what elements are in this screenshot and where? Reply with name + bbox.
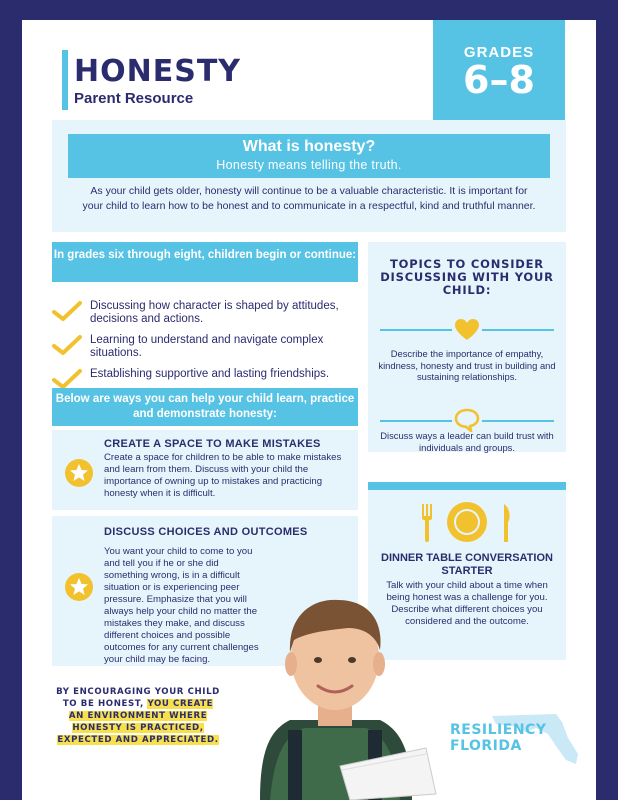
logo-line-2: FLORIDA [450, 738, 522, 754]
title-accent-bar [62, 50, 68, 110]
dinner-body: Talk with your child about a time when being honest was a challenge for you. Describe what different choices you considered and the outcome. [386, 580, 548, 627]
star-icon [64, 572, 94, 602]
topic-item: Describe the importance of empathy, kindness, honesty and trust in building and sustaining relationships. [378, 348, 556, 382]
divider [380, 420, 452, 422]
list-item-text: Establishing supportive and lasting friendships. [90, 368, 330, 380]
grades-label: GRADES [463, 44, 535, 61]
checkmark-icon [52, 368, 82, 390]
tip-card-body: Create a space for children to be able to make mistakes and learn from them. Discuss with your child the importance of owning up to mistakes and practicing honesty when it is difficult. [104, 452, 342, 499]
divider [482, 420, 554, 422]
plate-icon [447, 502, 487, 542]
dinner-icons [410, 500, 524, 544]
closing-quote [56, 686, 220, 746]
what-is-honesty-title: What is honesty? [242, 138, 376, 155]
checkmark-icon [52, 300, 82, 322]
what-is-honesty-band [68, 134, 550, 178]
list-item-text: Discussing how character is shaped by attitudes, decisions and actions. [90, 300, 339, 325]
quote-part-2: YOU CREATE AN ENVIRONMENT WHERE HONESTY IS PRACTICED, EXPECTED AND APPRECIATED. [57, 699, 219, 745]
star-icon [64, 458, 94, 488]
dinner-accent-band [368, 482, 566, 490]
logo-line-1: RESILIENCY [450, 722, 547, 738]
dinner-title: DINNER TABLE CONVERSATION STARTER [381, 552, 553, 577]
tip-card-title: CREATE A SPACE TO MAKE MISTAKES [104, 438, 321, 450]
topics-section [368, 242, 566, 452]
grades-badge [433, 20, 565, 130]
topics-title: TOPICS TO CONSIDER DISCUSSING WITH YOUR CHILD: [380, 257, 554, 297]
checkmark-icon [52, 334, 82, 356]
boy-photo [230, 580, 440, 800]
what-is-honesty-body: As your child gets older, honesty will continue to be a valuable characteristic. It is important for your child to learn how to be honest and to communicate in a respectful, kind and truthful manner. [82, 185, 536, 212]
page-subtitle: Parent Resource [74, 90, 194, 107]
grades-section-heading: In grades six through eight, children begin or continue: [52, 242, 358, 282]
heart-icon [454, 318, 480, 342]
what-is-honesty-section [52, 120, 566, 232]
ways-heading: Below are ways you can help your child learn, practice and demonstrate honesty: [52, 388, 358, 426]
resiliency-florida-logo [446, 710, 586, 766]
tip-card-mistakes [52, 430, 358, 510]
what-is-honesty-subtitle: Honesty means telling the truth. [216, 158, 402, 172]
divider [380, 329, 452, 331]
divider [482, 329, 554, 331]
tip-card-title: DISCUSS CHOICES AND OUTCOMES [104, 526, 308, 538]
quote-part-1: BY ENCOURAGING YOUR CHILD TO BE HONEST, [56, 687, 220, 709]
fork-icon [422, 504, 432, 542]
tip-card-body: You want your child to come to you and tell you if he or she did something wrong, is in a difficult situation or is experiencing peer pressure. Emphasize that you will always help your child no matter the mistakes they make, and discuss different choices and possible outcomes for any current challenges your child may be facing. [104, 546, 259, 665]
grades-section [52, 242, 358, 388]
speech-bubble-icon [454, 408, 480, 432]
grades-range: 6–8 [463, 58, 535, 102]
page-title: HONESTY [74, 54, 242, 89]
page [22, 20, 596, 800]
topic-item: Discuss ways a leader can build trust with individuals and groups. [380, 430, 554, 453]
knife-icon [504, 504, 510, 542]
list-item-text: Learning to understand and navigate complex situations. [90, 334, 324, 359]
